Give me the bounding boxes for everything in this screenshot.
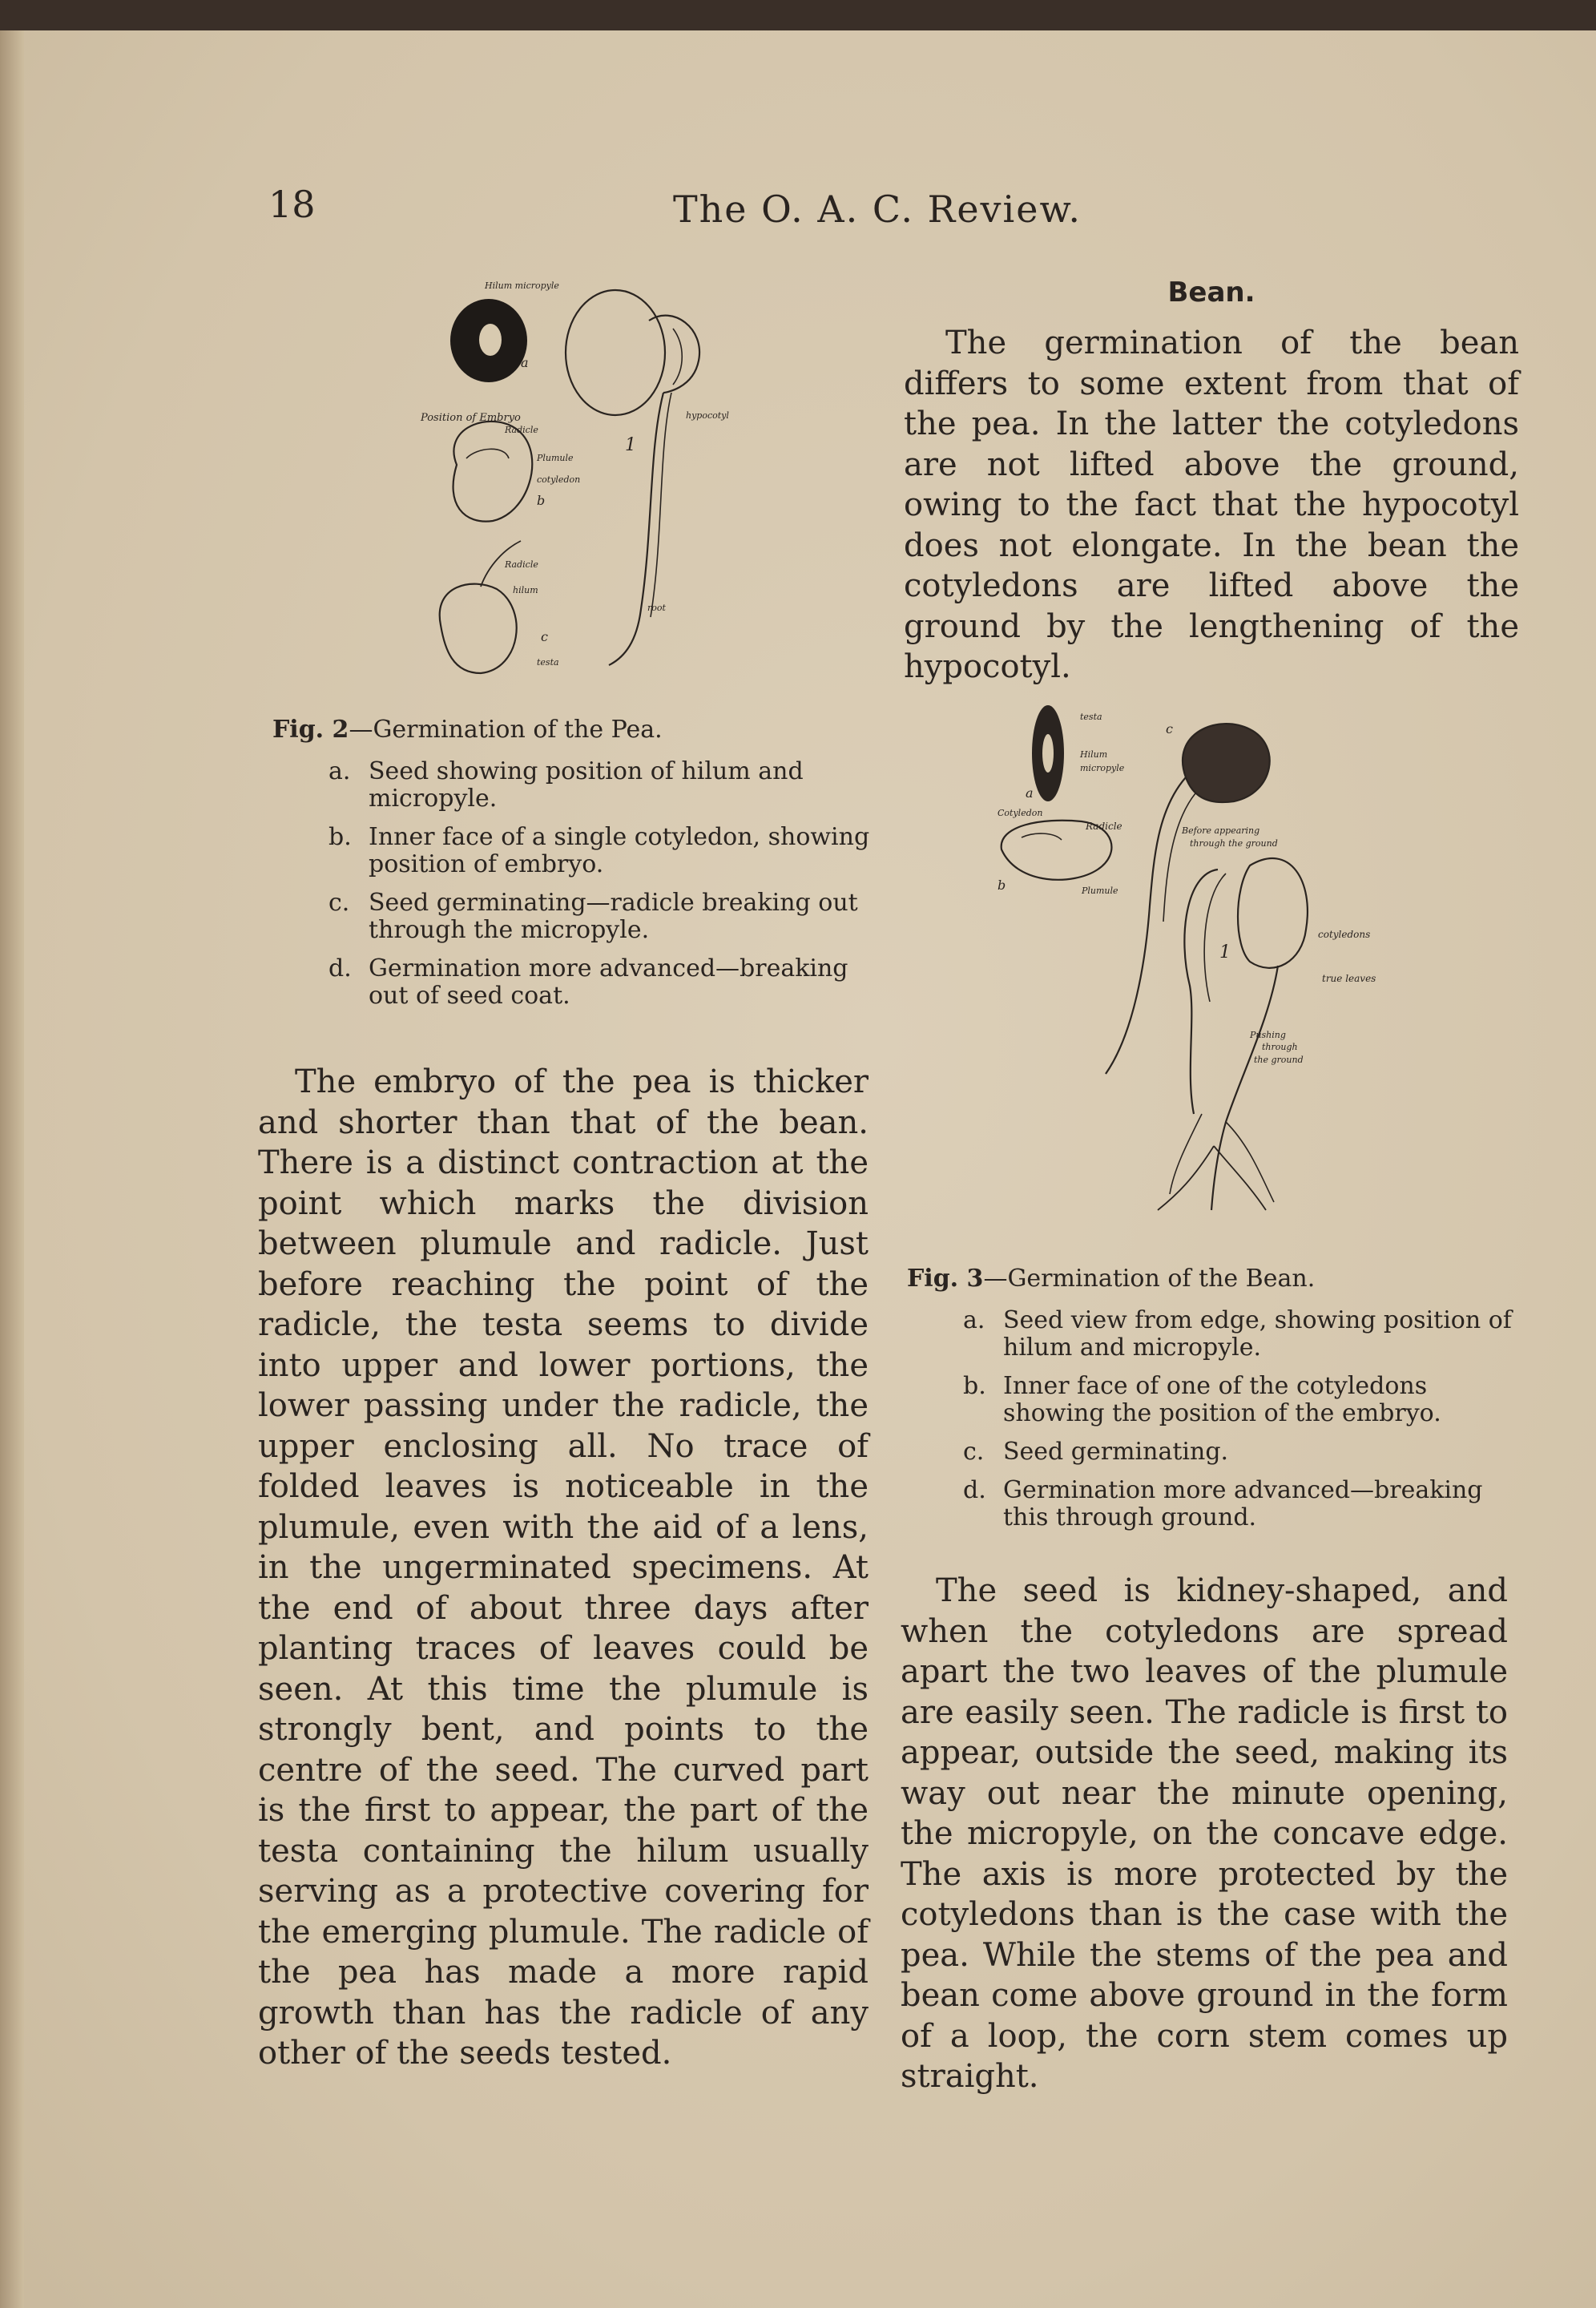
fig3-illustration bbox=[985, 697, 1466, 1226]
label-a: a bbox=[521, 355, 529, 370]
fig3-caption-item: c. Seed germinating. bbox=[963, 1438, 1229, 1466]
left-column bbox=[258, 1062, 869, 2074]
pea-seed-c bbox=[440, 584, 517, 673]
label-hilum-micropyle: Hilum micropyle bbox=[485, 280, 559, 291]
label-position-embryo: Position of Embryo bbox=[421, 412, 521, 424]
label-radicle-c: Radicle bbox=[505, 559, 538, 570]
bean-seed-c bbox=[1183, 724, 1270, 802]
label-hilum-c: hilum bbox=[513, 585, 538, 595]
label-pushing-through: through bbox=[1262, 1042, 1298, 1052]
fig3-caption bbox=[907, 1265, 1516, 1543]
label-before-appearing: Before appearing bbox=[1182, 825, 1260, 836]
page-number: 18 bbox=[268, 183, 316, 226]
fig2-illustration bbox=[409, 272, 745, 689]
fig3-caption-title: —Germination of the Bean. bbox=[983, 1265, 1316, 1293]
label-c: c bbox=[541, 629, 548, 644]
label-b-bean: b bbox=[998, 878, 1006, 893]
fig3-caption-item: b. Inner face of one of the cotyledons showing the position of the embryo. bbox=[963, 1372, 1441, 1427]
label-a-bean: a bbox=[1026, 785, 1034, 801]
label-micropyle-bean: micropyle bbox=[1080, 763, 1125, 773]
right-paragraph: The seed is kidney-shaped, and when the cotyledons are spread apart the two leaves of the plumule are easily seen. The radicle is first to appear, outside the seed, making its way out near the minute opening, the micropyle, on the concave edge. The axis is more protected by the cotyledons than is the case with the pea. While the stems of the pea and bean come above ground in the form of a loop, the corn stem comes up straight. bbox=[901, 1572, 1508, 2095]
label-pushing: Pushing bbox=[1250, 1030, 1286, 1040]
fig2-caption-item: d. Germination more advanced—breaking out of seed coat. bbox=[328, 954, 848, 1010]
scan-top-border bbox=[0, 0, 1596, 30]
bean-paragraph: The germination of the bean differs to some extent from that of the pea. In the latter the cotyledons are not lifted above the ground, owing to the fact that the hypocotyl does not elongate. In the bean the cotyledons are lifted above the ground by the lengthening of the hypocotyl. bbox=[904, 325, 1519, 685]
fig3-caption-item: d. Germination more advanced—breaking this through ground. bbox=[963, 1476, 1483, 1531]
right-column-bottom bbox=[901, 1571, 1508, 2097]
label-true-leaves: true leaves bbox=[1322, 973, 1376, 984]
label-pushing-ground: the ground bbox=[1254, 1055, 1304, 1065]
label-plumule-bean: Plumule bbox=[1082, 886, 1118, 896]
fig2-caption-item: b. Inner face of a single cotyledon, showing position of embryo. bbox=[328, 823, 870, 878]
label-hilum-bean: Hilum bbox=[1080, 749, 1108, 760]
label-one-bean: 1 bbox=[1219, 942, 1231, 962]
running-title: The O. A. C. Review. bbox=[673, 188, 1082, 231]
label-cotyledon: cotyledon bbox=[537, 474, 581, 485]
pea-stem-d bbox=[609, 393, 663, 665]
label-through-ground: through the ground bbox=[1190, 838, 1278, 849]
label-c-bean: c bbox=[1166, 721, 1173, 736]
fig2-caption-title: —Germination of the Pea. bbox=[349, 716, 663, 744]
bean-section bbox=[904, 276, 1519, 688]
fig2-caption-item: c. Seed germinating—radicle breaking out through the micropyle. bbox=[328, 889, 858, 944]
pea-seed-d bbox=[566, 290, 665, 415]
page-header bbox=[0, 183, 1596, 247]
label-root: root bbox=[647, 603, 666, 613]
bean-title: Bean. bbox=[1167, 276, 1255, 309]
fig3-caption-item: a. Seed view from edge, showing position of hilum and micropyle. bbox=[963, 1306, 1512, 1362]
bean-cotyledons-d bbox=[1238, 858, 1308, 968]
left-paragraph: The embryo of the pea is thicker and shorter than that of the bean. There is a distinct contraction at the point which marks the division between plumule and radicle. Just before reaching the point of the radicle, the testa seems to divide into upper and lower portions, the lower passing under the radicle, the upper enclosing all. No trace of folded leaves is noticeable in the plumule, even with the aid of a lens, in the ungerminated specimens. At the end of about three days after planting traces of leaves could be seen. At this time the plumule is strongly bent, and points to the centre of the seed. The curved part is the first to appear, the part of the testa containing the hilum usually serving as a protective covering for the emerging plumule. The radicle of the pea has made a more rapid growth than has the radicle of any other of the seeds tested. bbox=[258, 1063, 869, 2072]
label-plumule: Plumule bbox=[537, 453, 574, 463]
label-cotyledon-bean: Cotyledon bbox=[998, 808, 1043, 818]
fig2-caption-label: Fig. 2 bbox=[272, 716, 349, 744]
fig2-caption bbox=[272, 716, 881, 1021]
label-radicle: Radicle bbox=[505, 425, 538, 435]
label-radicle-bean: Radicle bbox=[1086, 821, 1122, 832]
label-testa-bean: testa bbox=[1080, 712, 1102, 722]
label-testa: testa bbox=[537, 657, 559, 668]
fig3-caption-label: Fig. 3 bbox=[907, 1265, 984, 1293]
label-cotyledons-bean: cotyledons bbox=[1318, 929, 1371, 940]
label-hypocotyl: hypocotyl bbox=[686, 410, 729, 421]
binding-edge bbox=[0, 30, 24, 2308]
label-b: b bbox=[537, 493, 546, 508]
pea-cotyledon-b bbox=[453, 422, 533, 522]
fig2-caption-item: a. Seed showing position of hilum and micropyle. bbox=[328, 757, 804, 813]
label-one: 1 bbox=[625, 435, 636, 455]
